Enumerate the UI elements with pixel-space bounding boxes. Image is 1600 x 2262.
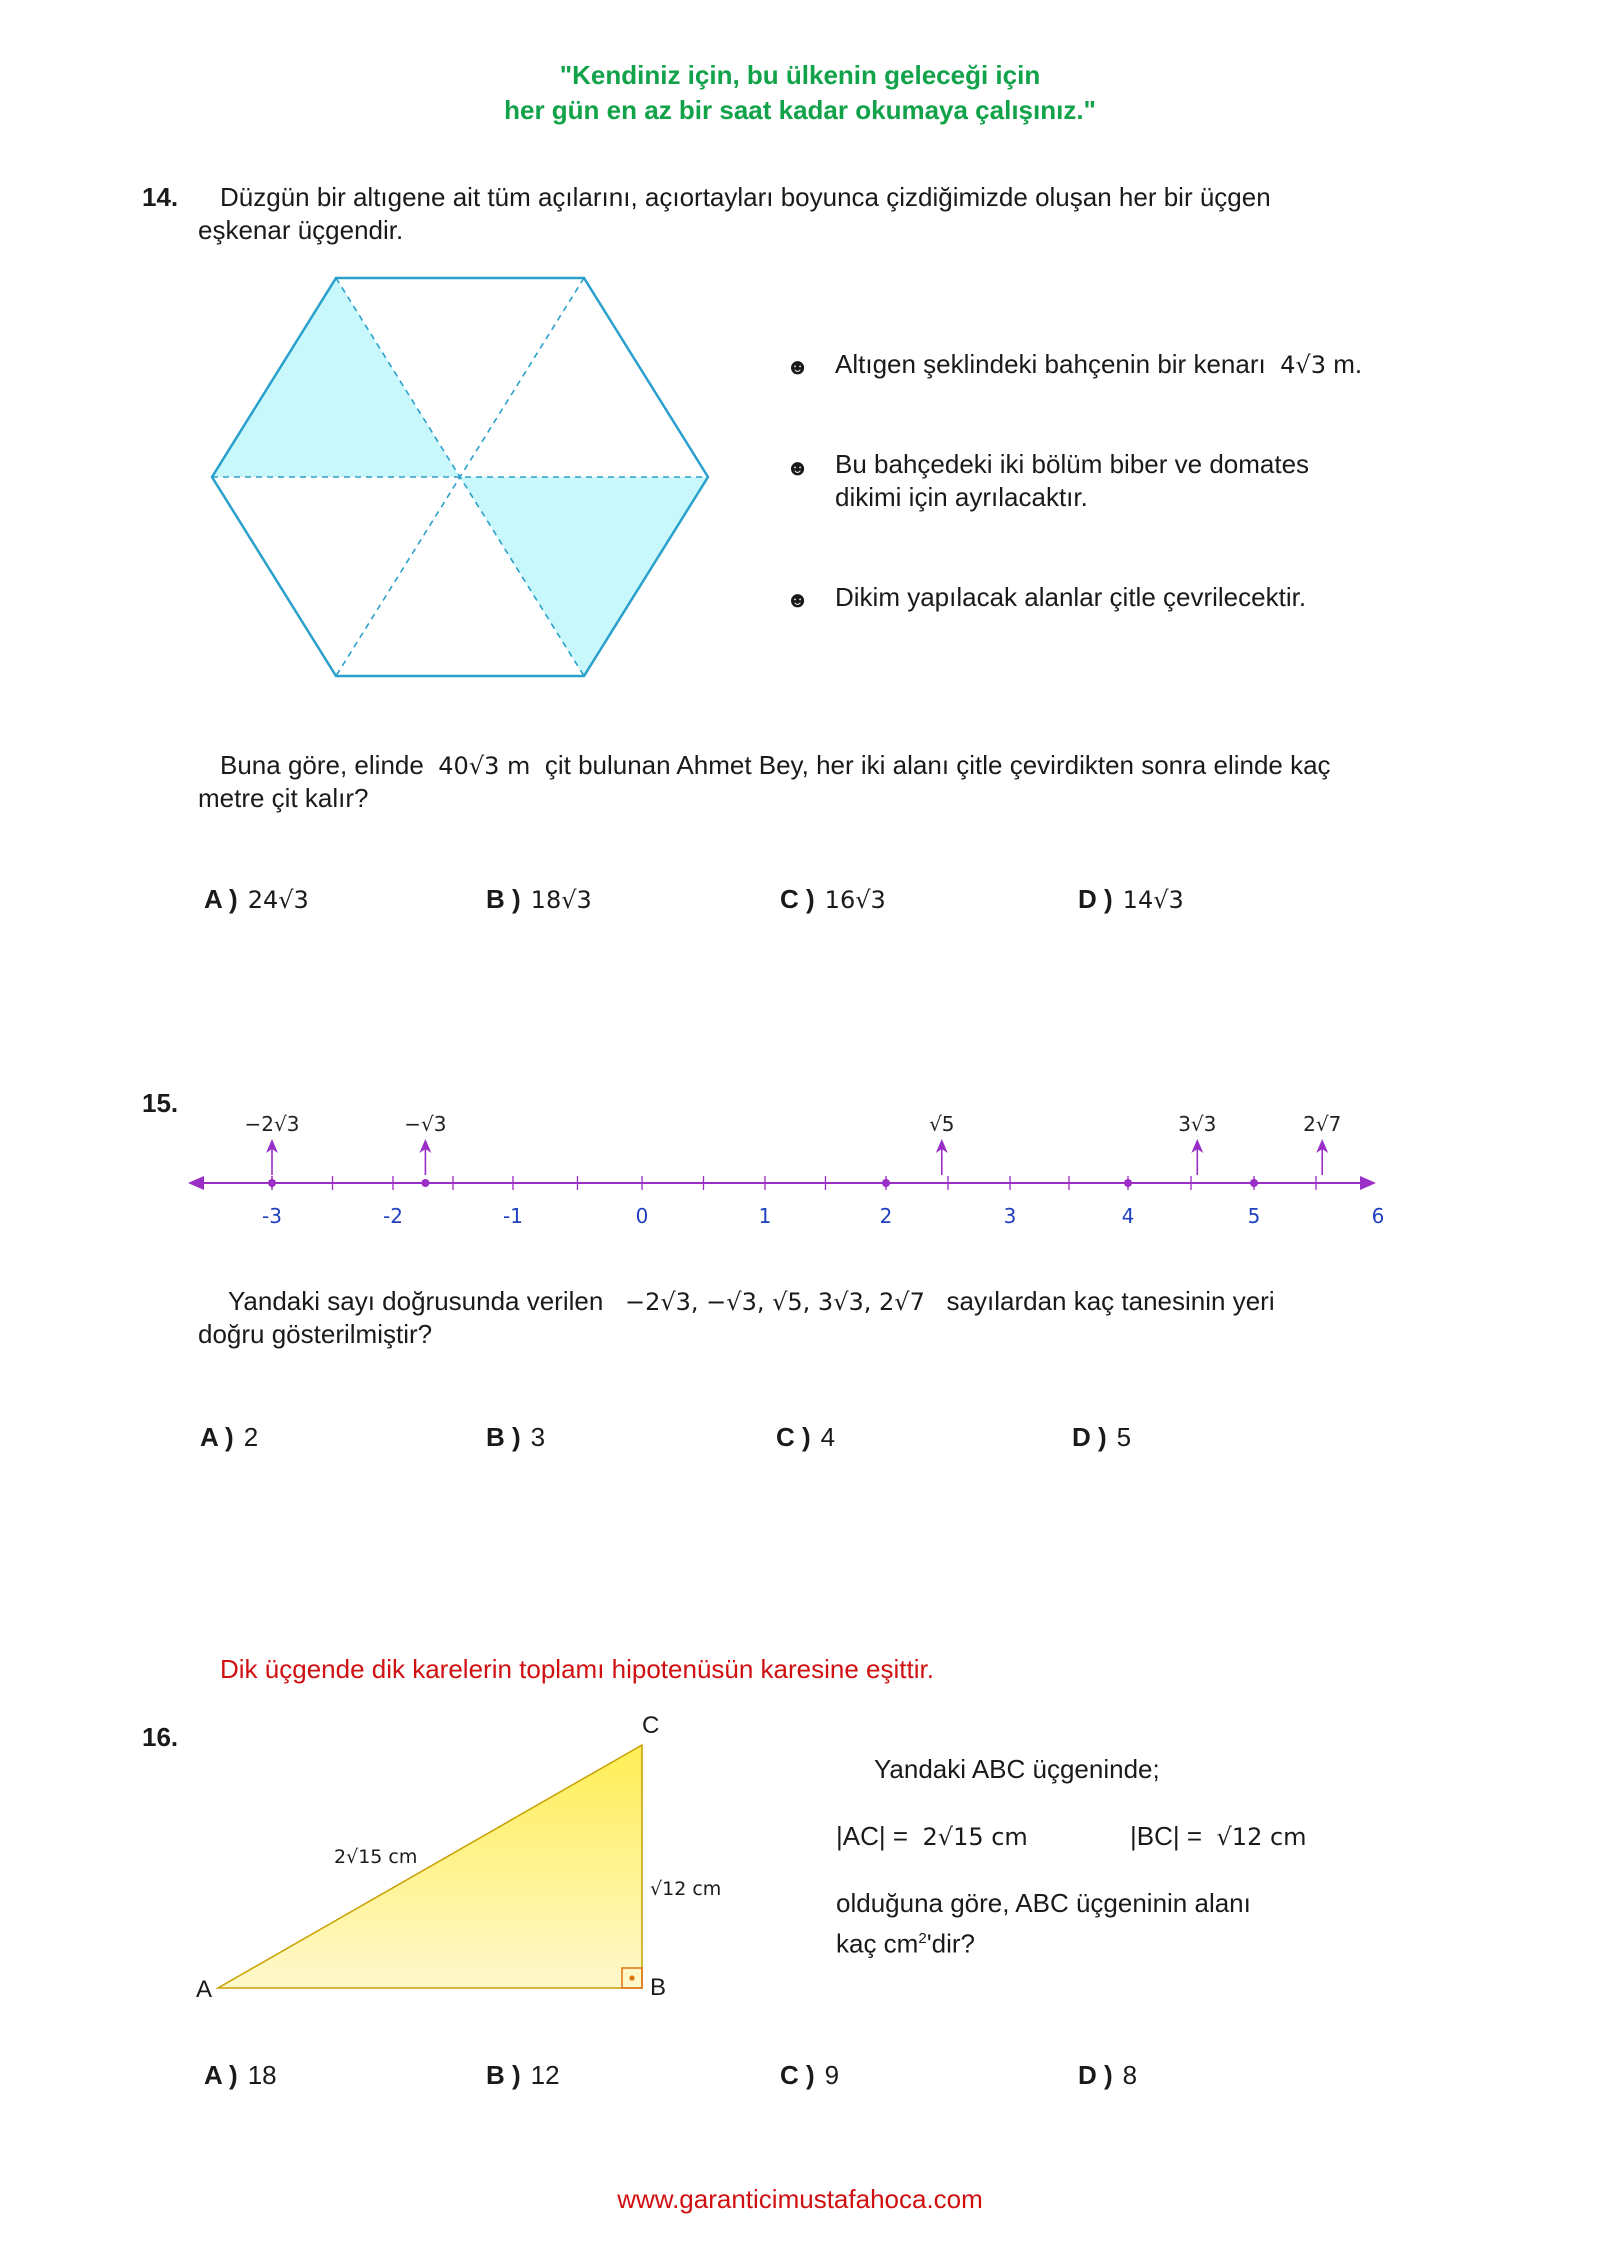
number-dot <box>1124 1179 1132 1187</box>
q16-question-line1: olduğuna göre, ABC üçgeninin alanı <box>836 1888 1251 1918</box>
marker <box>245 1112 300 1175</box>
vertex-a: A <box>196 1976 213 2003</box>
marker-label: 2√7 <box>1303 1112 1342 1136</box>
hexagon-shape <box>212 278 708 676</box>
motto-line-1: "Kendiniz için, bu ülkenin geleceği için <box>559 60 1041 90</box>
marker <box>1178 1112 1216 1175</box>
tick-label: 3 <box>1003 1204 1017 1228</box>
q14-number: 14. <box>142 182 179 212</box>
q14-option-d[interactable]: D ) 14√3 <box>1078 884 1184 914</box>
tick-label: 1 <box>758 1204 772 1228</box>
right-triangle-figure <box>190 1705 750 2015</box>
q16-option-b[interactable]: B ) 12 <box>486 2060 560 2090</box>
right-angle-dot <box>629 1975 634 1980</box>
marker-label: √5 <box>929 1112 955 1136</box>
bullet-3-text: Dikim yapılacak alanlar çitle çevrilecektir. <box>835 582 1307 612</box>
marker-label: −√3 <box>404 1112 447 1136</box>
q16-option-a[interactable]: A ) 18 <box>204 2060 277 2090</box>
q16-option-c[interactable]: C ) 9 <box>780 2060 840 2090</box>
number-dot <box>1250 1179 1258 1187</box>
q16-intro: Yandaki ABC üçgeninde; <box>874 1754 1160 1784</box>
marker <box>404 1112 446 1175</box>
q15-question-line2: doğru gösterilmiştir? <box>198 1319 433 1349</box>
number-dot <box>421 1179 429 1187</box>
bullet-1-icon: ☻ <box>786 354 810 379</box>
q14-option-c[interactable]: C ) 16√3 <box>780 884 886 914</box>
bullet-2-icon: ☻ <box>786 455 810 480</box>
bullet-1-text: Altıgen şeklindeki bahçenin bir kenarı 4√3 m. <box>835 349 1363 379</box>
q14-fence-value: 40√3 m <box>438 752 531 780</box>
number-dot <box>268 1179 276 1187</box>
tick-label: 5 <box>1247 1204 1261 1228</box>
tick-label: 6 <box>1371 1204 1385 1228</box>
q16-question-line2: kaç $cm^2'dir$? <box>836 1928 976 1959</box>
q14-intro-line2: eşkenar üçgendir. <box>198 215 404 245</box>
q16-bc-given: |BC| = √12 cm <box>1130 1821 1307 1851</box>
bullet-3-icon: ☻ <box>786 587 810 612</box>
vertex-c: C <box>642 1712 660 1739</box>
footer-url[interactable]: www.garanticimustafahoca.com <box>617 2184 983 2214</box>
q14-intro-line1: Düzgün bir altıgene ait tüm açılarını, açıortayları boyunca çizdiğimizde oluşan her bir üçgen <box>220 182 1271 212</box>
q16-hint: Dik üçgende dik karelerin toplamı hipotenüsün karesine eşittir. <box>220 1654 934 1684</box>
bullet-2-line2: dikimi için ayrılacaktır. <box>835 482 1088 512</box>
number-dot <box>882 1179 890 1187</box>
q15-option-a[interactable]: A ) 2 <box>200 1422 259 1452</box>
marker-label: 3√3 <box>1178 1112 1217 1136</box>
q15-option-c[interactable]: C ) 4 <box>776 1422 836 1452</box>
q16-option-d[interactable]: D ) 8 <box>1078 2060 1138 2090</box>
q14-option-b[interactable]: B ) 18√3 <box>486 884 592 914</box>
shaded-triangle-bottom-right <box>460 477 708 676</box>
tick-label: -1 <box>503 1204 523 1228</box>
motto-line-2: her gün en az bir saat kadar okumaya çalışınız." <box>504 95 1096 125</box>
number-line <box>180 1100 1420 1240</box>
q15-question-line1: Yandaki sayı doğrusunda verilen −2√3, −√3, √5, 3√3, 2√7 sayılardan kaç tanesinin yeri <box>228 1286 1275 1316</box>
q14-question-line2: metre çit kalır? <box>198 783 369 813</box>
tick-label: 4 <box>1121 1204 1135 1228</box>
triangle-abc <box>218 1745 642 1988</box>
number-line-markers <box>245 1112 1342 1175</box>
tick-label: -2 <box>383 1204 403 1228</box>
q14-question-line1: Buna göre, elinde 40√3 m çit bulunan Ahmet Bey, her iki alanı çitle çevirdikten sonra elinde kaç <box>220 750 1331 780</box>
tick-label: 0 <box>635 1204 649 1228</box>
hexagon-figure <box>200 262 740 682</box>
marker <box>1303 1112 1341 1175</box>
q15-number: 15. <box>142 1088 179 1118</box>
axis-arrow-left <box>188 1176 204 1190</box>
axis-arrow-right <box>1360 1176 1376 1190</box>
bullet-1-value: 4√3 <box>1280 351 1326 379</box>
vertex-b: B <box>650 1974 667 2001</box>
side-bc-label: √12 cm <box>650 1878 722 1900</box>
q15-values: −2√3, −√3, √5, 3√3, 2√7 <box>624 1288 925 1316</box>
marker-label: −2√3 <box>244 1112 300 1136</box>
q16-number: 16. <box>142 1722 179 1752</box>
number-line-axis <box>188 1176 1376 1190</box>
marker <box>929 1112 954 1175</box>
q14-option-a[interactable]: A ) 24√3 <box>204 884 309 914</box>
q16-ac-given: |AC| = 2√15 cm <box>836 1821 1028 1851</box>
tick-label: 2 <box>879 1204 893 1228</box>
bullet-2-line1: Bu bahçedeki iki bölüm biber ve domates <box>835 449 1310 479</box>
shaded-triangle-top-left <box>212 278 460 477</box>
side-ac-label: 2√15 cm <box>334 1846 418 1868</box>
q15-option-b[interactable]: B ) 3 <box>486 1422 546 1452</box>
tick-label: -3 <box>262 1204 282 1228</box>
q15-option-d[interactable]: D ) 5 <box>1072 1422 1132 1452</box>
